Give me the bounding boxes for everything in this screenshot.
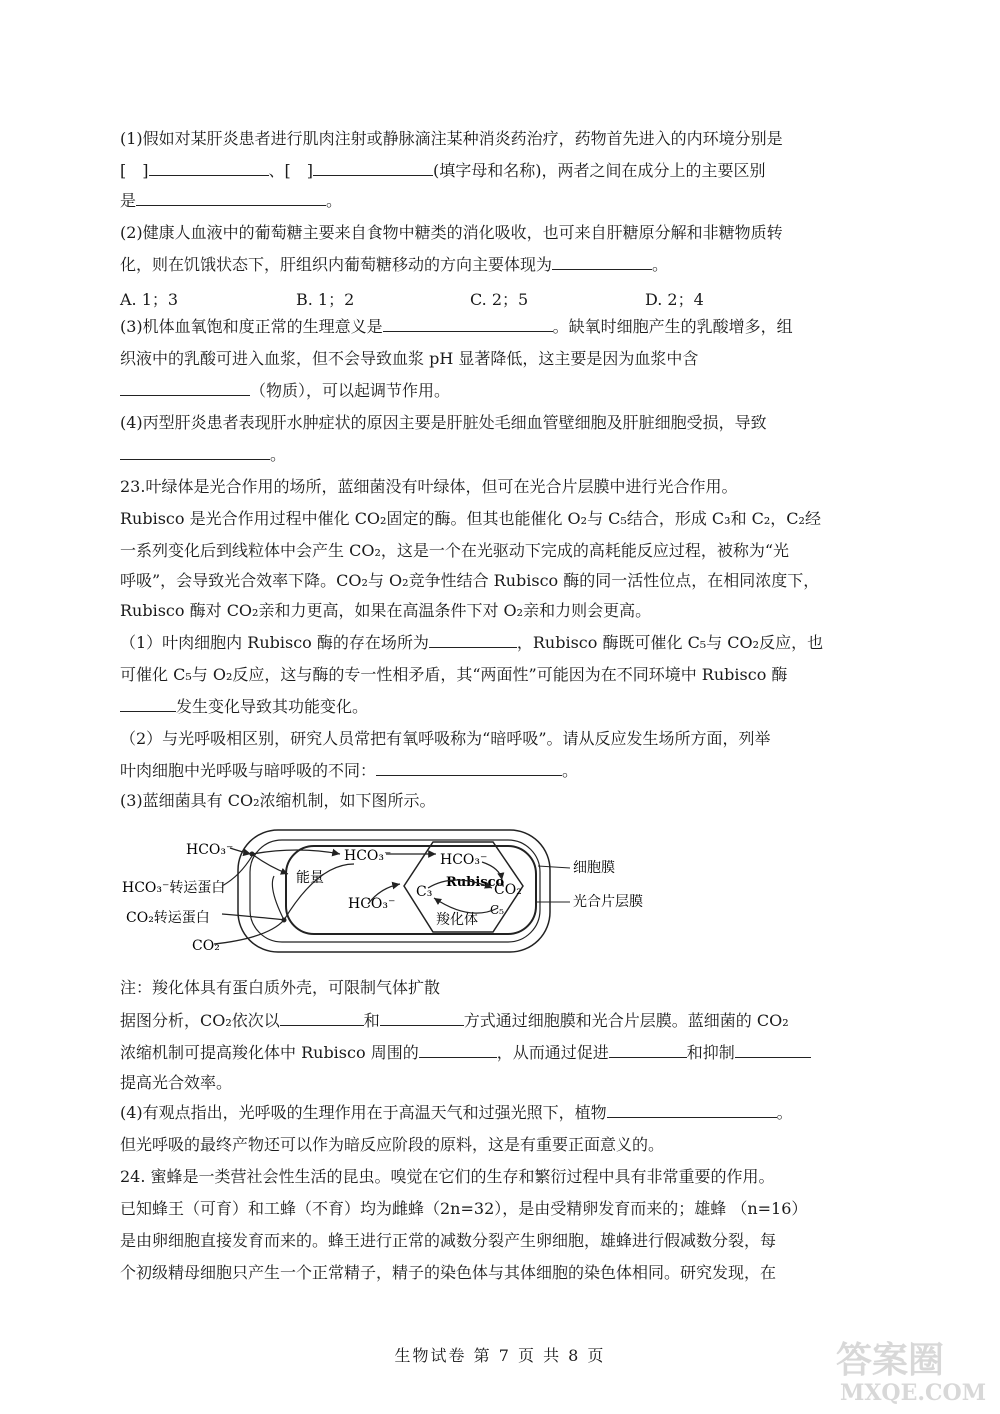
label-rubisco: Rubisco [446, 875, 505, 890]
label-energy: 能量 [296, 870, 324, 886]
option-c: C. 2；5 [470, 290, 529, 309]
q22-part2-line2: 化，则在饥饿状态下，肝组织内葡萄糖移动的方向主要体现为 。 [120, 250, 860, 280]
label-hco3-outside: HCO₃⁻ [186, 842, 234, 858]
q23-text-1: Rubisco 是光合作用过程中催化 CO₂固定的酶。但其也能催化 O₂与 C₅结合，形成 C₃和 C₂，C₂经 [120, 509, 821, 528]
q23-part3-line3: 提高光合效率。 [120, 1073, 233, 1092]
label-co2-transporter: CO₂转运蛋白 [126, 910, 210, 926]
q23-part2: （2）与光呼吸相区别，研究人员常把有氧呼吸称为“暗呼吸”。请从反应发生场所方面，列举 [120, 729, 771, 748]
q23-part1-line3: 发生变化导致其功能变化。 [120, 692, 860, 722]
label-c3: C₃ [416, 884, 433, 900]
q23-part3-question: 据图分析，CO₂依次以 和 方式通过细胞膜和光合片层膜。蓝细菌的 CO₂ [120, 1006, 860, 1036]
q22-part1-line3: 是 。 [120, 186, 860, 216]
label-cell-membrane: 细胞膜 [573, 860, 615, 876]
q22-part4: (4)丙型肝炎患者表现肝水肿症状的原因主要是肝脏处毛细血管壁细胞及肝脏细胞受损，导致 [120, 413, 767, 432]
co2-concentration-diagram [118, 826, 678, 956]
diagram-note: 注：羧化体具有蛋白质外壳，可限制气体扩散 [120, 978, 441, 997]
q23-part1-line2: 可催化 C₅与 O₂反应，这与酶的专一性相矛盾，其“两面性”可能因为在不同环境中 Rubisco 酶 [120, 665, 788, 684]
q23-part1: （1）叶肉细胞内 Rubisco 酶的存在场所为 ，Rubisco 酶既可催化 C₅与 CO₂反应，也 [120, 628, 860, 658]
q23-part2-line2: 叶肉细胞中光呼吸与暗呼吸的不同： 。 [120, 756, 860, 786]
label-co2-inside: CO₂ [494, 882, 522, 898]
q23-part3-line2: 浓缩机制可提高羧化体中 Rubisco 周围的 ，从而通过促进 和抑制 [120, 1038, 860, 1068]
watermark-text: 答案圈 [836, 1339, 945, 1381]
watermark-logo [826, 1328, 986, 1408]
q24-text-4: 个初级精母细胞只产生一个正常精子，精子的染色体与其体细胞的染色体相同。研究发现，在 [120, 1263, 777, 1282]
label-hco3-middle: HCO₃⁻ [344, 848, 392, 864]
q24-text-3: 是由卵细胞直接发育而来的。蜂王进行正常的减数分裂产生卵细胞，雄蜂进行假减数分裂，每 [120, 1231, 777, 1250]
q22-part2: (2)健康人血液中的葡萄糖主要来自食物中糖类的消化吸收，也可来自肝糖原分解和非糖物质转 [120, 223, 783, 242]
watermark-domain: MXQE.COM [840, 1380, 986, 1406]
q23-text-2: 一系列变化后到线粒体中会产生 CO₂，这是一个在光驱动下完成的高耗能反应过程，被称为“光 [120, 541, 790, 560]
label-carboxysome: 羧化体 [436, 912, 478, 928]
q23-text-4: Rubisco 酶对 CO₂亲和力更高，如果在高温条件下对 O₂亲和力则会更高。 [120, 601, 652, 620]
page-footer: 生物试卷 第 7 页 共 8 页 [394, 1346, 606, 1365]
label-c5: C₅ [490, 903, 504, 917]
option-a: A. 1；3 [120, 290, 179, 309]
q22-part3-line3: （物质），可以起调节作用。 [120, 376, 860, 406]
label-hco3-transporter: HCO₃⁻转运蛋白 [122, 880, 226, 896]
q23-text-3: 呼吸”，会导致光合效率下降。CO₂与 O₂竞争性结合 Rubisco 酶的同一活性位点，在相同浓度下， [120, 571, 820, 590]
label-co2-outside: CO₂ [192, 938, 220, 954]
q22-part3-line2: 织液中的乳酸可进入血浆，但不会导致血浆 pH 显著降低，这主要是因为血浆中含 [120, 349, 699, 368]
q23-part4-line2: 但光呼吸的最终产物还可以作为暗反应阶段的原料，这是有重要正面意义的。 [120, 1135, 665, 1154]
q23-part4: (4)有观点指出，光呼吸的生理作用在于高温天气和过强光照下，植物 。 [120, 1098, 860, 1128]
label-hco3-lower: HCO₃⁻ [348, 896, 396, 912]
q24-text-1: 24. 蜜蜂是一类营社会性生活的昆虫。嗅觉在它们的生存和繁衍过程中具有非常重要的作用。 [120, 1167, 775, 1186]
option-b: B. 1；2 [296, 290, 355, 309]
option-d: D. 2；4 [645, 290, 704, 309]
q22-part4-line2: 。 [120, 440, 860, 470]
q22-part1-line2: [ ] 、[ ] (填字母和名称)，两者之间在成分上的主要区别 [120, 156, 860, 186]
q23-part3: (3)蓝细菌具有 CO₂浓缩机制，如下图所示。 [120, 791, 436, 810]
label-hco3-carboxysome: HCO₃⁻ [440, 852, 488, 868]
q22-part3: (3)机体血氧饱和度正常的生理意义是 。缺氧时细胞产生的乳酸增多，组 [120, 312, 860, 342]
label-thylakoid-membrane: 光合片层膜 [573, 894, 643, 910]
q22-part1: (1)假如对某肝炎患者进行肌肉注射或静脉滴注某种消炎药治疗，药物首先进入的内环境分别是 [120, 129, 783, 148]
q23-intro: 23.叶绿体是光合作用的场所，蓝细菌没有叶绿体，但可在光合片层膜中进行光合作用。 [120, 477, 738, 496]
q24-text-2: 已知蜂王（可育）和工蜂（不育）均为雌蜂（2n=32），是由受精卵发育而来的；雄蜂 （n=16） [120, 1199, 808, 1218]
